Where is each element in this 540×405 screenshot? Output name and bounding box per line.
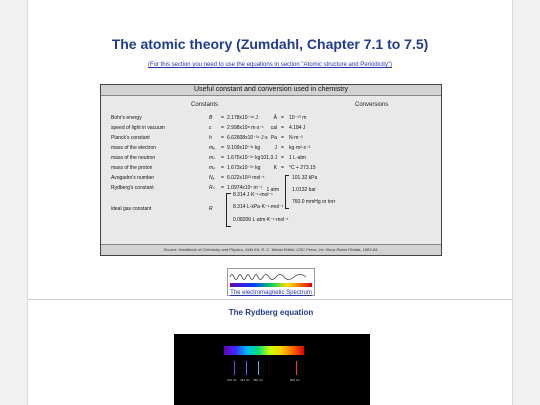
emission-line <box>234 361 235 375</box>
conversion-row <box>101 164 443 172</box>
gas-constant-value: 8.314 J·K⁻¹·mol⁻¹ <box>233 192 273 198</box>
constant-name: speed of light in vacuum <box>111 125 165 131</box>
table-row <box>101 174 301 182</box>
constant-value: 6.022x10²³ mol⁻¹ <box>227 175 265 181</box>
equals-sign: = <box>281 125 284 131</box>
conversion-left: 1 atm <box>266 187 279 193</box>
conversions-heading: Conversions <box>355 102 389 108</box>
constant-symbol: B <box>209 115 213 121</box>
page-content <box>27 0 513 405</box>
equals-sign: = <box>221 145 224 151</box>
constant-name: mass of the proton <box>111 165 153 171</box>
constant-name: Rydberg's constant <box>111 185 154 191</box>
em-spectrum-link[interactable]: The electromagnetic Spectrum <box>230 290 312 296</box>
atm-value: 1.0132 bar <box>292 187 316 193</box>
equals-sign: = <box>281 155 284 161</box>
constant-symbol: mₚ <box>209 165 216 171</box>
conversion-right: °C + 273.15 <box>289 165 316 171</box>
equals-sign: = <box>221 165 224 171</box>
constant-symbol: mₑ <box>209 145 216 151</box>
constant-name: mass of the neutron <box>111 155 156 161</box>
equals-sign: = <box>281 165 284 171</box>
emission-line <box>296 361 297 375</box>
conversion-row <box>101 134 443 142</box>
gas-constant-value: 0.08206 L·atm·K⁻¹·mol⁻¹ <box>233 217 289 223</box>
constant-name: mass of the electron <box>111 145 157 151</box>
atm-bracket <box>285 175 289 209</box>
conversion-left: 101.3 J <box>260 155 277 161</box>
section-divider <box>28 299 512 300</box>
conversion-left: Å <box>273 115 277 121</box>
equals-sign: = <box>221 115 224 121</box>
table-source-footer: Source: Handbook of Chemistry and Physics, 64th Ed. R. C. Weast Editor. CRC Press, Inc. Boca Raton Florida, 1983-84. <box>101 244 441 255</box>
visible-spectrum-bar <box>224 346 304 355</box>
line-label: 434 nm <box>240 378 251 382</box>
equals-sign: = <box>221 175 224 181</box>
emission-line <box>258 361 259 375</box>
equals-sign: = <box>221 155 224 161</box>
constants-table <box>100 84 442 256</box>
conversion-row <box>101 114 443 122</box>
rydberg-heading: The Rydberg equation <box>228 308 314 317</box>
constant-value: 6.62608x10⁻³⁴ J·s <box>227 135 268 141</box>
constant-value: 2.178x10⁻¹⁸ J <box>227 115 258 121</box>
conversion-right: 4.184 J <box>289 125 306 131</box>
conversion-right: kg·m²·s⁻² <box>289 145 311 151</box>
atm-value: 760.0 mmHg or torr <box>292 199 336 205</box>
constant-value: 1.675x10⁻²⁷ kg <box>227 155 261 161</box>
constant-name: Bohr's energy <box>111 115 142 121</box>
atm-value: 101.32 kPa <box>292 175 318 181</box>
constant-value: 1.0974x10⁷ m⁻¹ <box>227 185 263 191</box>
constant-symbol: mₙ <box>209 155 216 161</box>
gas-constant-bracket <box>226 193 231 227</box>
conversion-right: N·m⁻² <box>289 135 303 141</box>
equals-sign: = <box>221 185 224 191</box>
equals-sign: = <box>281 135 284 141</box>
constants-heading: Constants <box>191 102 219 108</box>
constant-symbol: Nₐ <box>209 175 215 181</box>
conversion-right: 1 L·atm <box>289 155 306 161</box>
conversion-left: cal <box>270 125 277 131</box>
constant-value: 9.109x10⁻³¹ kg <box>227 145 261 151</box>
constant-symbol: R <box>209 206 213 212</box>
constant-name: ideal gas constant <box>111 206 152 212</box>
conversion-row <box>101 144 443 152</box>
constant-name: Planck's constant <box>111 135 150 141</box>
conversion-row <box>101 124 443 132</box>
atm-conversion-row <box>101 186 443 194</box>
equations-section-link[interactable]: (For this section you need to use the equations in section "Atomic structure and Periodicity") <box>147 62 393 68</box>
constant-name: Avogadro's number <box>111 175 155 181</box>
table-header: Useful constant and conversion used in chemistry <box>101 85 441 96</box>
line-label: 656 nm <box>290 378 301 382</box>
equals-sign: = <box>281 145 284 151</box>
line-label: 486 nm <box>253 378 264 382</box>
conversion-left: Pa <box>270 135 277 141</box>
hydrogen-spectrum-image <box>174 334 370 405</box>
line-label: 410 nm <box>227 378 238 382</box>
equals-sign: = <box>281 115 284 121</box>
equals-sign: = <box>221 125 224 131</box>
constant-symbol: c <box>209 125 212 131</box>
emission-line <box>246 361 247 375</box>
constant-symbol: Rₕ <box>209 185 215 191</box>
constant-symbol: h <box>209 135 212 141</box>
gas-constant-value: 8.314 L·kPa·K⁻¹·mol⁻¹ <box>233 204 284 210</box>
conversion-left: K <box>273 165 277 171</box>
constant-value: 2.998x10⁸ m·s⁻¹ <box>227 125 264 131</box>
page-title: The atomic theory (Zumdahl, Chapter 7.1 to 7.5) <box>111 36 429 52</box>
constant-value: 1.673x10⁻²⁷ kg <box>227 165 261 171</box>
conversion-left: J <box>274 145 277 151</box>
em-wave-graphic <box>228 269 314 289</box>
equals-sign: = <box>221 135 224 141</box>
conversion-right: 10⁻¹⁰ m <box>289 115 307 121</box>
conversion-row <box>101 154 443 162</box>
